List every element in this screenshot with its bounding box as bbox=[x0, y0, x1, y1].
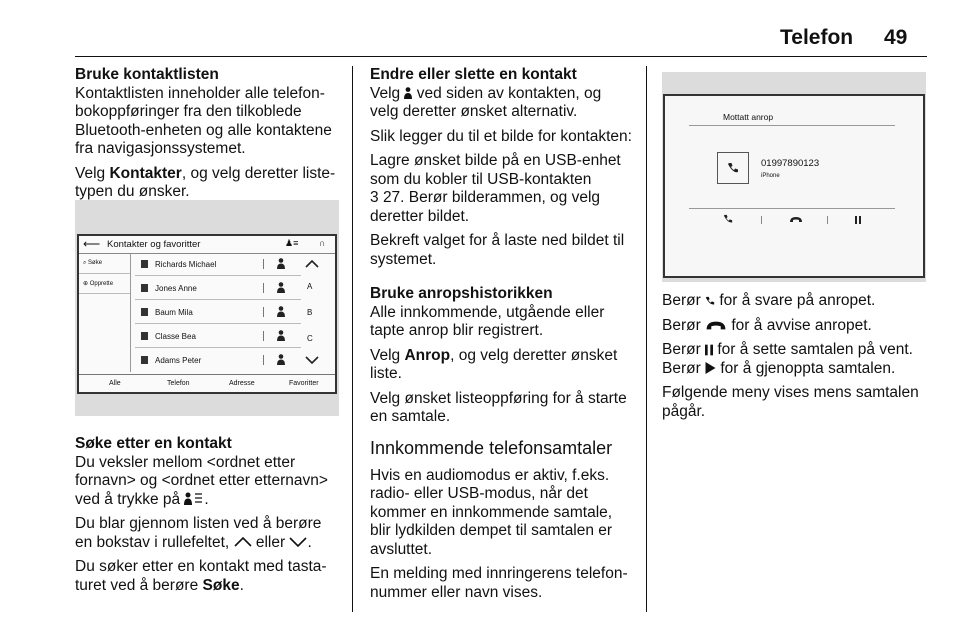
column-3 bbox=[662, 292, 930, 427]
person-icon bbox=[277, 282, 285, 293]
paragraph: En melding med innringerens telefon- nummer eller navn vises. bbox=[370, 565, 628, 601]
tab-favoritter: Favoritter bbox=[289, 380, 319, 387]
person-icon bbox=[277, 330, 285, 341]
pause-icon bbox=[705, 344, 713, 356]
paragraph: Bekreft valget for å laste ned bildet til systemet. bbox=[370, 232, 625, 268]
chevron-up-icon bbox=[234, 537, 252, 547]
paragraph: Velg Anrop, og velg deretter ønsket liste. bbox=[370, 346, 618, 382]
contact-row: Jones Anne bbox=[135, 278, 301, 300]
caller-number: 01997890123 bbox=[761, 158, 820, 169]
column-divider bbox=[646, 66, 647, 612]
pause-icon bbox=[855, 216, 861, 224]
tab-alle: Alle bbox=[109, 380, 121, 387]
paragraph: Berør for å svare på anropet. bbox=[662, 292, 876, 309]
index-letter: A bbox=[307, 282, 313, 291]
paragraph: Velg ved siden av kontakten, og velg deretter ønsket alternativ. bbox=[370, 84, 602, 120]
incoming-call-screen bbox=[663, 94, 925, 278]
contact-photo-frame bbox=[717, 152, 749, 184]
screen-title: Kontakter og favoritter bbox=[107, 239, 201, 250]
paragraph: Alle innkommende, utgående eller tapte anrop blir registrert. bbox=[370, 303, 605, 339]
answer-icon bbox=[705, 295, 715, 307]
page-header bbox=[0, 0, 960, 60]
sort-icon: ♟≡ bbox=[285, 238, 299, 248]
tab-telefon: Telefon bbox=[167, 380, 190, 387]
answer-icon bbox=[723, 214, 733, 224]
chevron-down-icon bbox=[305, 356, 319, 364]
tab-adresse: Adresse bbox=[229, 380, 255, 387]
paragraph: Lagre ønsket bilde på en USB-enhet som du kobler til USB-kontakten 3 27. Berør bilderammen, og velg deretter bildet. bbox=[370, 152, 621, 225]
person-icon bbox=[404, 87, 412, 99]
chevron-up-icon bbox=[305, 260, 319, 268]
person-icon bbox=[277, 258, 285, 269]
section-heading-large: Innkommende telefonsamtaler bbox=[370, 437, 613, 458]
headset-icon: ∩ bbox=[319, 238, 326, 248]
ui-term: Søke bbox=[202, 576, 240, 594]
ui-term: Kontakter bbox=[109, 164, 182, 182]
paragraph: Du søker etter en kontakt med tasta- turet ved å berøre Søke. bbox=[75, 558, 327, 594]
contact-row: Baum Mila bbox=[135, 302, 301, 324]
contact-row: Classe Bea bbox=[135, 326, 301, 348]
person-icon bbox=[277, 354, 285, 365]
paragraph: Berør for å avvise anropet. bbox=[662, 316, 872, 334]
contacts-screenshot bbox=[75, 200, 339, 416]
paragraph: Velg ønsket listeoppføring for å starte en samtale. bbox=[370, 389, 627, 425]
sort-icon bbox=[184, 492, 204, 506]
paragraph: Følgende meny vises mens samtalen pågår. bbox=[662, 384, 919, 420]
column-2 bbox=[370, 66, 642, 608]
paragraph: Du veksler mellom <ordnet etter fornavn> og <ordnet etter etternavn> ved å trykke på . bbox=[75, 453, 328, 508]
contact-row: Adams Peter bbox=[135, 350, 301, 372]
contacts-screen bbox=[77, 234, 337, 394]
play-icon bbox=[705, 362, 716, 374]
column-divider bbox=[352, 66, 353, 612]
phone-icon bbox=[727, 162, 739, 174]
section-heading: Bruke anropshistorikken bbox=[370, 285, 553, 302]
header-rule bbox=[75, 56, 927, 57]
section-heading: Søke etter en kontakt bbox=[75, 435, 232, 452]
chevron-down-icon bbox=[289, 537, 307, 547]
caller-device: iPhone bbox=[761, 173, 780, 179]
paragraph: Kontaktlisten inneholder alle telefon- bokoppføringer fra den tilkoblede Bluetooth-enheten og alle kontaktene fra navigasjonssystemet. bbox=[75, 84, 332, 157]
section-heading: Bruke kontaktlisten bbox=[75, 66, 219, 83]
incoming-call-screenshot bbox=[662, 72, 926, 282]
paragraph: Velg Kontakter, og velg deretter liste- typen du ønsker. bbox=[75, 164, 336, 200]
create-item: ⊕ Opprette bbox=[79, 274, 130, 294]
column-1 bbox=[75, 66, 345, 208]
index-letter: B bbox=[307, 308, 313, 317]
contact-row: Richards Michael bbox=[135, 254, 301, 276]
paragraph: Slik legger du til et bilde for kontakten: bbox=[370, 127, 632, 145]
page-title: Telefon bbox=[780, 26, 854, 49]
reject-icon bbox=[705, 320, 727, 331]
page-number: 49 bbox=[884, 26, 908, 49]
paragraph: Hvis en audiomodus er aktiv, f.eks. radio- eller USB-modus, når det kommer en innkommende samtale, blir lydkilden dempet til samtalen er avsluttet. bbox=[370, 466, 613, 558]
person-icon bbox=[277, 306, 285, 317]
screen-title: Mottatt anrop bbox=[689, 112, 895, 126]
column-1-lower bbox=[75, 435, 345, 601]
ui-term: Anrop bbox=[404, 346, 451, 364]
back-arrow-icon: ⟵ bbox=[83, 237, 101, 251]
paragraph: Du blar gjennom listen ved å berøre en bokstav i rullefeltet, eller . bbox=[75, 515, 322, 551]
index-letter: C bbox=[307, 334, 313, 343]
cross-ref-icon: 3 bbox=[370, 189, 379, 206]
search-item: ⌕ Søke bbox=[79, 254, 130, 274]
section-heading: Endre eller slette en kontakt bbox=[370, 66, 577, 83]
reject-icon bbox=[789, 216, 803, 223]
paragraph: Berør for å sette samtalen på vent. Berør for å gjenoppta samtalen. bbox=[662, 341, 913, 377]
